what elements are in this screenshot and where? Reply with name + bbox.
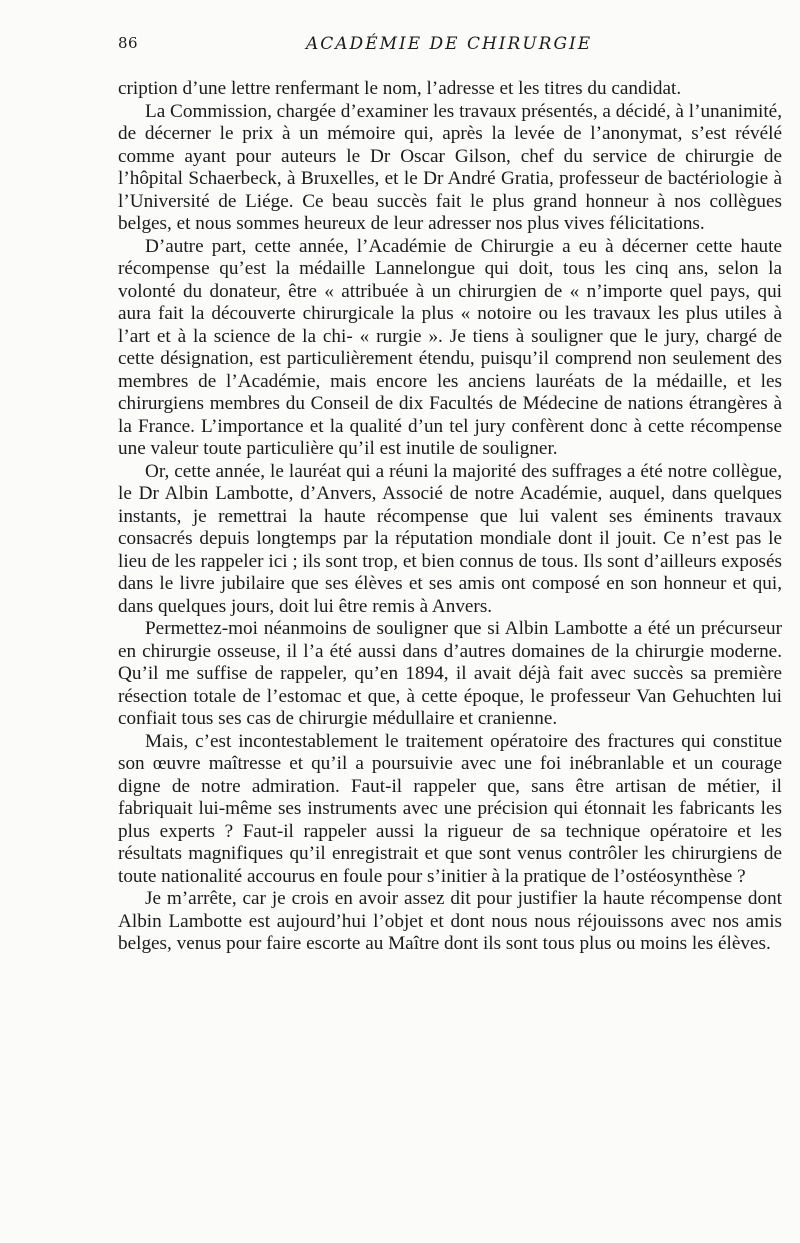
- paragraph-fractures: Mais, c’est incontestablement le traitement opératoire des fractures qui constitue son œuvre maîtresse et qu’il a poursuivie avec une foi inébranlable et un courage digne de notre admiration. Faut-il rappeler que, sans être artisan de métier, il fabriquait lui-même ses instruments avec une précision qui étonnait les fabricants les plus experts ? Faut-il rappeler aussi la rigueur de sa technique opératoire et les résultats magnifiques qu’il enregistrait et que sont venus contrôler les chirurgiens de toute nationalité accourus en foule pour s’initier à la pratique de l’ostéosynthèse ?: [118, 730, 782, 887]
- paragraph-precurseur: Permettez-moi néanmoins de souligner que si Albin Lambotte a été un précurseur en chirurgie osseuse, il l’a été aussi dans d’autres domaines de la chirurgie moderne. Qu’il me suffise de rappeler, qu’en 1894, il avait déjà fait avec succès sa première résection totale de l’estomac et que, à cette époque, le professeur Van Gehuchten lui confiait tous ses cas de chirurgie médullaire et cranienne.: [118, 618, 782, 729]
- running-head: [118, 34, 782, 58]
- paragraph-laureat: Or, cette année, le lauréat qui a réuni la majorité des suffrages a été notre collègue, le Dr Albin Lambotte, d’Anvers, Associé de notre Académie, auquel, dans quelques instants, je remettrai la haute récompense que lui valent ses éminents travaux consacrés depuis longtemps par la réputation mondiale dont il jouit. Ce n’est pas le lieu de les rappeler ici ; ils sont trop, et bien connus de tous. Ils sont d’ailleurs exposés dans le livre jubilaire que ses élèves et ses amis ont composé en son honneur et qui, dans quelques jours, doit lui être remis à Anvers.: [118, 460, 782, 617]
- running-title: ACADÉMIE DE CHIRURGIE: [306, 34, 593, 54]
- paragraph-commission: La Commission, chargée d’examiner les travaux présentés, a décidé, à l’unanimité, de décerner le prix à un mémoire qui, après la levée de l’anonymat, s’est révélé comme ayant pour auteurs le Dr Oscar Gilson, chef du service de chirurgie de l’hôpital Schaerbeck, à Bruxelles, et le Dr André Gratia, professeur de bactériologie à l’Université de Liége. Ce beau succès fait le plus grand honneur à nos collègues belges, et nous sommes heureux de leur adresser nos plus vives félicitations.: [118, 100, 782, 234]
- paragraph-conclusion: Je m’arrête, car je crois en avoir assez dit pour justifier la haute récompense dont Albin Lambotte est aujourd’hui l’objet et dont nous nous réjouissons avec nos amis belges, venus pour faire escorte au Maître dont ils sont tous plus ou moins les élèves.: [118, 888, 782, 954]
- paragraph-medaille-lannelongue: D’autre part, cette année, l’Académie de Chirurgie a eu à décerner cette haute récompense qu’est la médaille Lannelongue qui doit, tous les cinq ans, selon la volonté du donateur, être « attribuée à un chirurgien de « n’importe quel pays, qui aura fait la découverte chirurgicale la plus « notoire ou les travaux les plus utiles à l’art et à la science de la chi- « rurgie ». Je tiens à souligner que le jury, chargé de cette désignation, est particulièrement étendu, puisqu’il comprend non seulement des membres de l’Académie, mais encore les anciens lauréats de la médaille, et les chirurgiens membres du Conseil de dix Facultés de Médecine de nations étrangères à la France. L’importance et la qualité d’un tel jury confèrent donc à cette récompense une valeur toute particulière qu’il est inutile de souligner.: [118, 235, 782, 459]
- paragraph-continued: cription d’une lettre renfermant le nom, l’adresse et les titres du candidat.: [118, 78, 682, 99]
- body-text: [118, 78, 782, 956]
- page-number: 86: [118, 34, 139, 52]
